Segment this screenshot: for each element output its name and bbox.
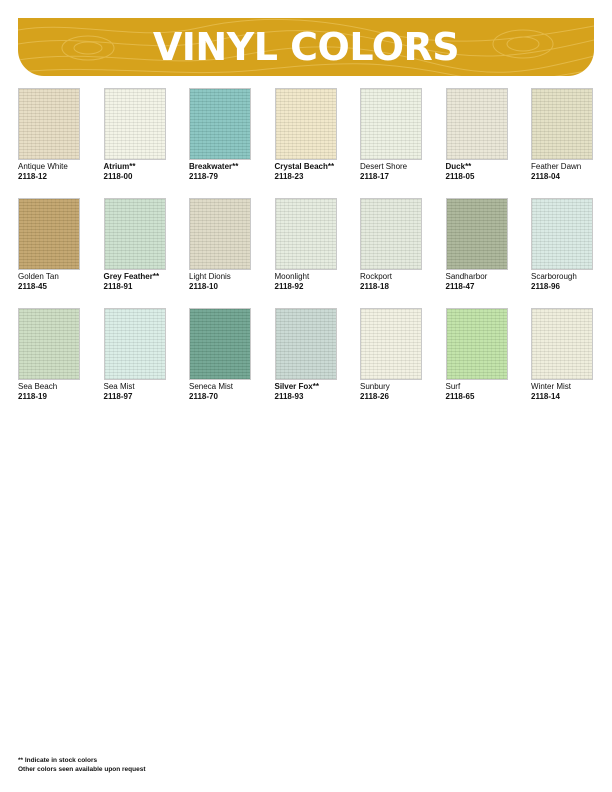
color-swatch [360, 308, 422, 418]
swatch-code: 2118-00 [103, 172, 133, 181]
swatch-name: Moonlight [274, 272, 310, 281]
swatch-code: 2118-04 [531, 172, 560, 181]
swatch-name: Antique White [18, 162, 68, 171]
swatch-name: Crystal Beach** [274, 162, 335, 171]
footer-note-stock: ** Indicate in stock colors [18, 757, 98, 764]
color-swatch [189, 88, 251, 198]
swatch-code: 2118-45 [18, 282, 47, 291]
swatch-chip [360, 308, 422, 380]
color-swatch [18, 308, 80, 418]
color-swatch [104, 198, 166, 308]
color-swatch [189, 198, 251, 308]
swatch-name: Sea Beach [18, 382, 58, 391]
swatch-chip [104, 88, 166, 160]
swatch-code: 2118-97 [103, 392, 133, 401]
color-swatch [18, 88, 80, 198]
swatch-name: Silver Fox** [274, 382, 319, 391]
swatch-name: Light Dionis [189, 272, 231, 281]
swatch-name: Desert Shore [360, 162, 408, 171]
swatch-name: Scarborough [531, 272, 577, 281]
swatch-code: 2118-91 [103, 282, 133, 291]
swatch-chip [18, 88, 80, 160]
swatch-code: 2118-12 [18, 172, 47, 181]
swatch-chip [104, 198, 166, 270]
swatch-code: 2118-79 [189, 172, 218, 181]
swatch-name: Feather Dawn [531, 162, 582, 171]
color-swatch [18, 198, 80, 308]
color-swatch [531, 198, 593, 308]
swatch-code: 2118-65 [445, 392, 475, 401]
swatch-chip [18, 198, 80, 270]
swatch-chip [531, 88, 593, 160]
swatch-code: 2118-17 [360, 172, 389, 181]
swatch-code: 2118-93 [274, 392, 304, 401]
swatch-name: Sea Mist [103, 382, 135, 391]
color-swatch [360, 88, 422, 198]
swatch-code: 2118-47 [445, 282, 475, 291]
swatch-name: Sunbury [360, 382, 390, 391]
swatch-name: Surf [445, 382, 461, 391]
swatch-chip [18, 308, 80, 380]
swatch-chip [446, 308, 508, 380]
swatch-chip [189, 308, 251, 380]
color-swatch [531, 88, 593, 198]
footer-note-request: Other colors seen available upon request [18, 766, 146, 773]
swatch-code: 2118-23 [274, 172, 304, 181]
swatch-name: Sandharbor [445, 272, 488, 281]
swatch-name: Seneca Mist [189, 382, 234, 391]
title-banner [18, 18, 594, 76]
swatch-chip [531, 308, 593, 380]
swatch-code: 2118-70 [189, 392, 218, 401]
swatch-code: 2118-96 [531, 282, 560, 291]
footer-notes [18, 756, 146, 774]
swatch-chip [104, 308, 166, 380]
swatch-chip [275, 88, 337, 160]
color-swatch [104, 308, 166, 418]
swatch-chip [360, 88, 422, 160]
color-swatch [189, 308, 251, 418]
swatch-name: Grey Feather** [103, 272, 160, 281]
swatch-chip [446, 88, 508, 160]
color-swatch [275, 308, 337, 418]
swatch-code: 2118-26 [360, 392, 389, 401]
color-swatch [446, 308, 508, 418]
swatch-name: Duck** [445, 162, 472, 171]
swatch-code: 2118-05 [445, 172, 475, 181]
color-swatch [360, 198, 422, 308]
swatch-name: Rockport [360, 272, 393, 281]
swatch-chip [189, 88, 251, 160]
swatch-name: Atrium** [103, 162, 136, 171]
color-swatch [446, 88, 508, 198]
swatch-code: 2118-18 [360, 282, 389, 291]
swatch-chip [446, 198, 508, 270]
swatch-grid [18, 88, 598, 418]
swatch-code: 2118-10 [189, 282, 218, 291]
color-swatch [275, 198, 337, 308]
swatch-name: Golden Tan [18, 272, 59, 281]
page-title: VINYL COLORS [152, 25, 460, 69]
swatch-name: Winter Mist [531, 382, 571, 391]
swatch-chip [531, 198, 593, 270]
swatch-code: 2118-92 [274, 282, 304, 291]
swatch-name: Breakwater** [189, 162, 239, 171]
swatch-chip [189, 198, 251, 270]
swatch-chip [275, 308, 337, 380]
swatch-chip [275, 198, 337, 270]
color-swatch [446, 198, 508, 308]
color-swatch [531, 308, 593, 418]
swatch-chip [360, 198, 422, 270]
swatch-code: 2118-19 [18, 392, 47, 401]
color-swatch [104, 88, 166, 198]
color-swatch [275, 88, 337, 198]
swatch-code: 2118-14 [531, 392, 560, 401]
